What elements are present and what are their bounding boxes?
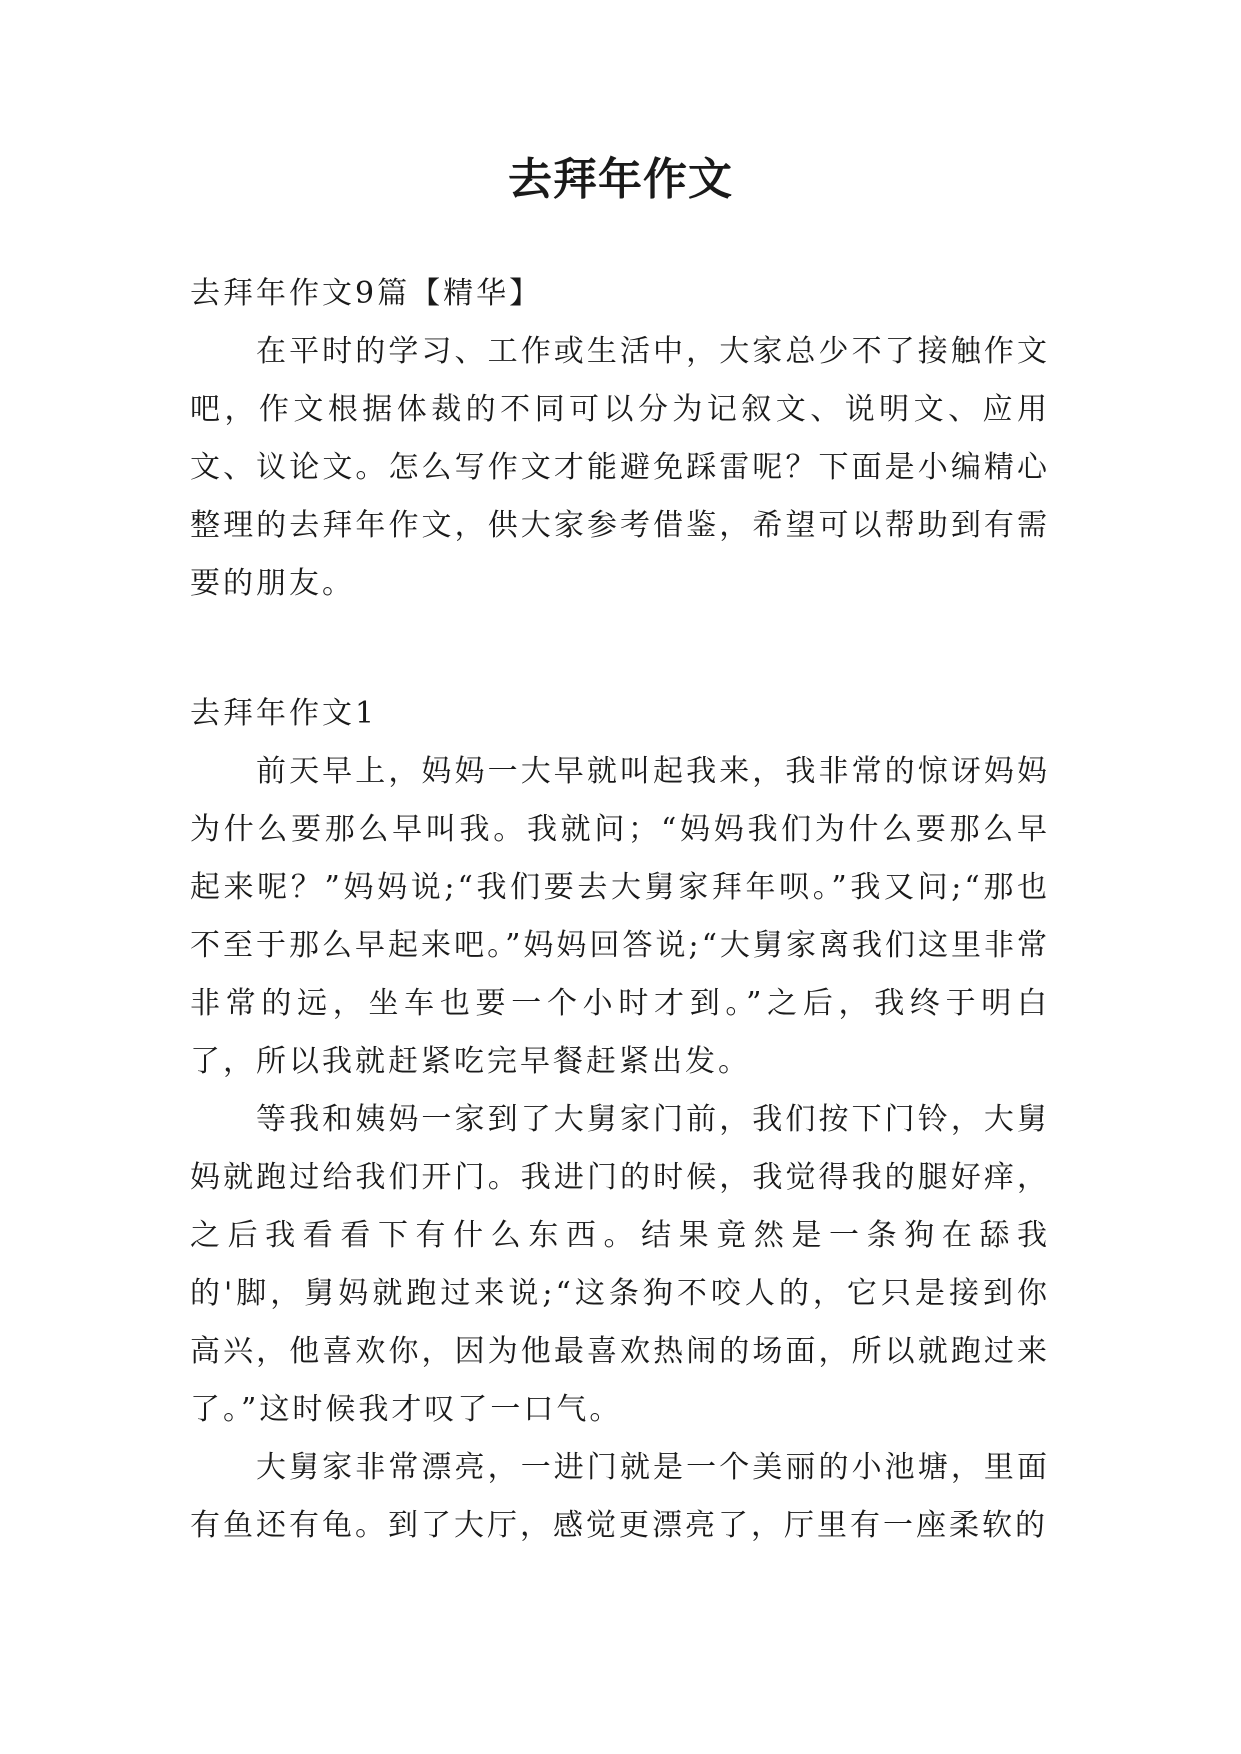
section-spacer: [190, 613, 1050, 685]
essay-paragraph: 等我和姨妈一家到了大舅家门前，我们按下门铃，大舅妈就跑过给我们开门。我进门的时候，我觉得我的腿好痒，之后我看看下有什么东西。结果竟然是一条狗在舔我的'脚，舅妈就跑过来说;“这条狗不咬人的，它只是接到你高兴，他喜欢你，因为他最喜欢热闹的场面，所以就跑过来了。”这时候我才叹了一口气。: [190, 1102, 1050, 1427]
essay-paragraph: 前天早上，妈妈一大早就叫起我来，我非常的惊讶妈妈为什么要那么早叫我。我就问；“妈妈我们为什么要那么早起来呢？”妈妈说;“我们要去大舅家拜年呗。”我又问;“那也不至于那么早起来吧。”妈妈回答说;“大舅家离我们这里非常非常的远，坐车也要一个小时才到。”之后，我终于明白了，所以我就赶紧吃完早餐赶紧出发。: [190, 754, 1050, 1079]
collection-heading: 去拜年作文9篇【精华】: [190, 276, 543, 311]
essay-paragraph: 大舅家非常漂亮，一进门就是一个美丽的小池塘，里面有鱼还有龟。到了大厅，感觉更漂亮了，厅里有一座柔软的: [190, 1450, 1050, 1543]
document-title: 去拜年作文: [508, 154, 733, 205]
document-body: [190, 265, 1050, 1555]
essay-heading: 去拜年作文1: [190, 696, 378, 731]
intro-paragraph: 在平时的学习、工作或生活中，大家总少不了接触作文吧，作文根据体裁的不同可以分为记叙文、说明文、应用文、议论文。怎么写作文才能避免踩雷呢？下面是小编精心整理的去拜年作文，供大家参考借鉴，希望可以帮助到有需要的朋友。: [190, 334, 1050, 601]
